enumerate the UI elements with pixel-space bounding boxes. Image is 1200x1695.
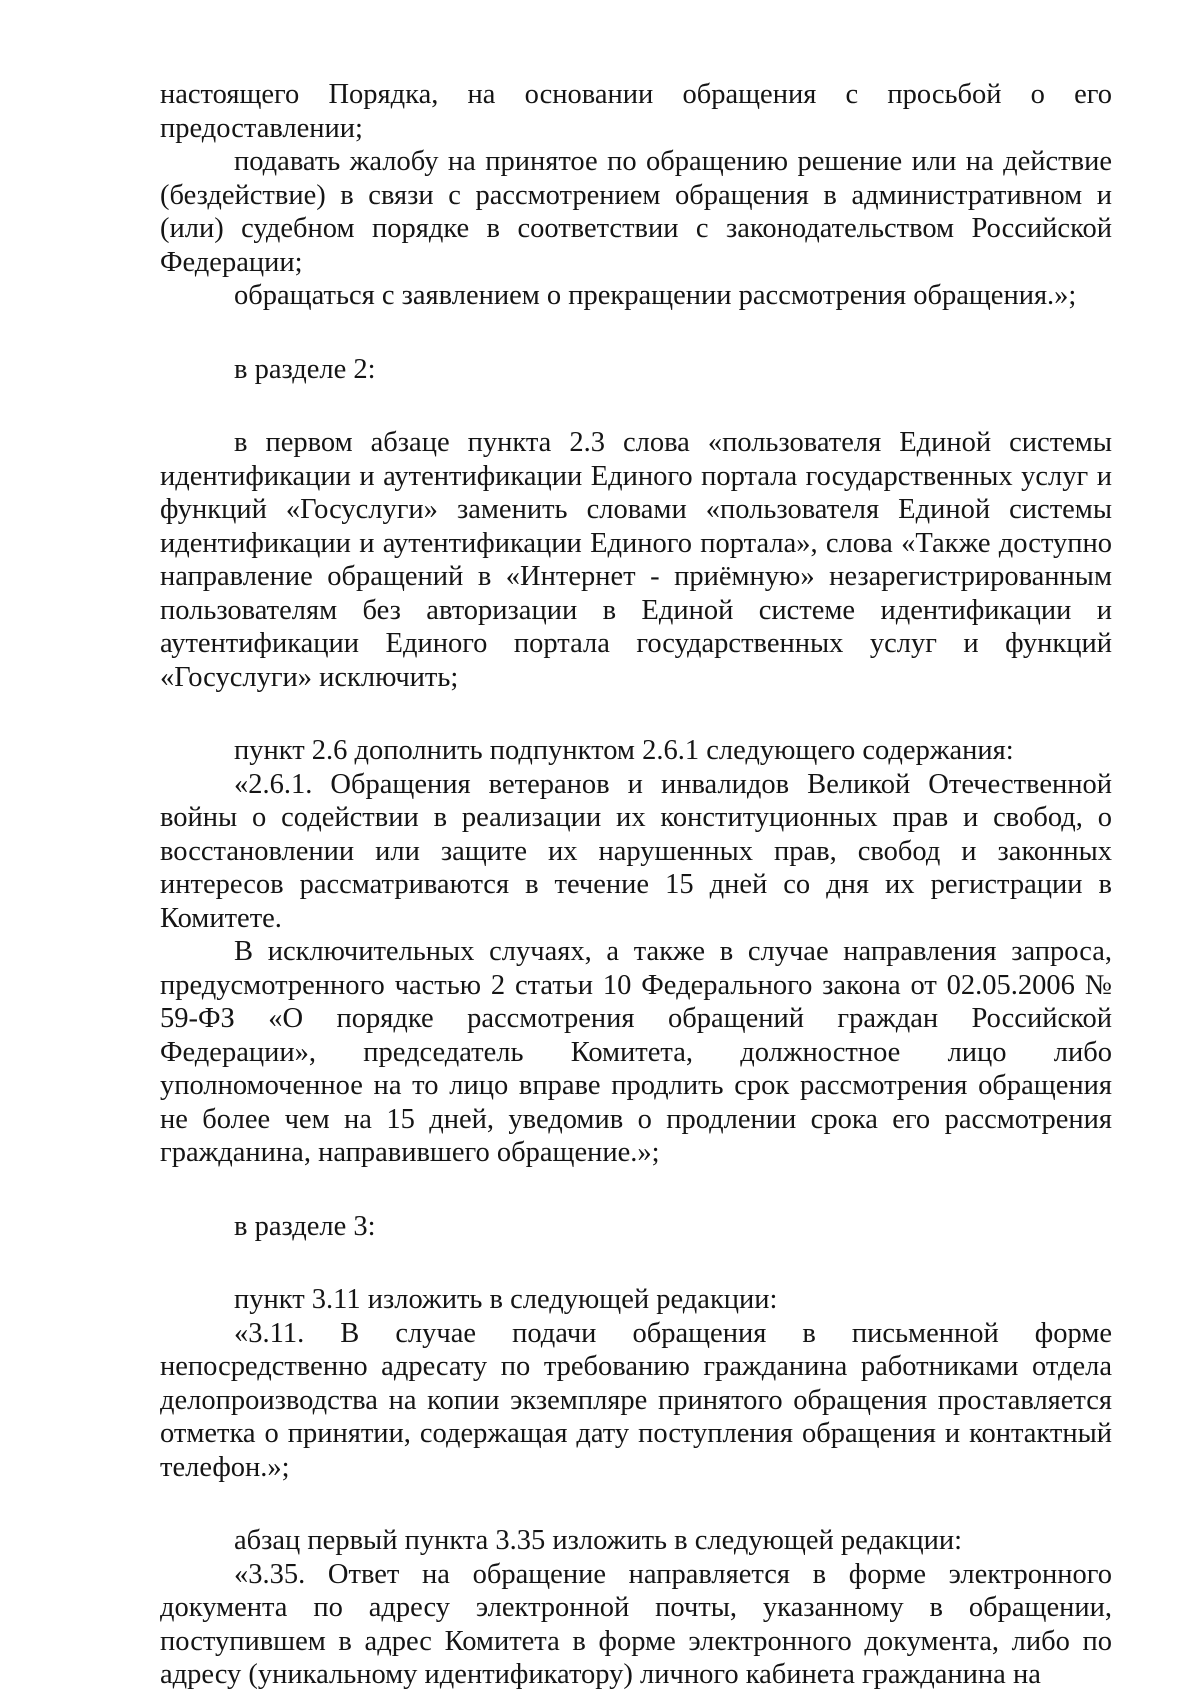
paragraph-exceptional-cases: В исключительных случаях, а также в случае направления запроса, предусмотренного частью 2 статьи 10 Федерального закона от 02.05.2006 № 59-ФЗ «О порядке рассмотрения обращений граждан Российской Федерации», председатель Комитета, должностное лицо либо уполномоченное на то лицо вправе продлить срок рассмотрения обращения не более чем на 15 дней, уведомив о продлении срока его рассмотрения гражданина, направившего обращение.»; — [160, 936, 1112, 1168]
paragraph-2: подавать жалобу на принятое по обращению решение или на действие (бездействие) в связи с рассмотрением обращения в административном и (или) судебном порядке в соответствии с законодательством Российской Федерации; — [160, 146, 1112, 278]
paragraph-3: обращаться с заявлением о прекращении рассмотрения обращения.»; — [234, 280, 1077, 311]
paragraph-item-2-6-1: «2.6.1. Обращения ветеранов и инвалидов Великой Отечественной войны о содействии в реализации их конституционных прав и свобод, о восстановлении или защите их нарушенных прав, свобод и законных интересов рассматриваются в течение 15 дней со дня их регистрации в Комитете. — [160, 768, 1112, 934]
paragraph-1: настоящего Порядка, на основании обращения с просьбой о его предоставлении; — [160, 79, 1112, 144]
paragraph-item-2-3: в первом абзаце пункта 2.3 слова «пользователя Единой системы идентификации и аутентификации Единого портала государственных услуг и функций «Госуслуги» заменить словами «пользователя Единой системы идентификации и аутентификации Единого портала», слова «Также доступно направление обращений в «Интернет - приёмную» незарегистрированным пользователям без авторизации в Единой системе идентификации и аутентификации Единого портала государственных услуг и функций «Госуслуги» исключить; — [160, 427, 1112, 693]
paragraph-item-3-11: пункт 3.11 изложить в следующей редакции: — [234, 1284, 778, 1315]
section-3-heading: в разделе 3: — [234, 1210, 376, 1242]
paragraph-item-3-35-text: «3.35. Ответ на обращение направляется в форме электронного документа по адресу электронной почты, указанному в обращении, поступившем в адрес Комитета в форме электронного документа, либо по адресу (уникальному идентификатору) личного кабинета гражданина на — [160, 1558, 1112, 1690]
section-2-heading: в разделе 2: — [234, 353, 376, 385]
document-body — [160, 78, 1112, 1692]
paragraph-item-3-11-text: «3.11. В случае подачи обращения в письменной форме непосредственно адресату по требованию гражданина работниками отдела делопроизводства на копии экземпляре принятого обращения проставляется отметка о принятии, содержащая дату поступления обращения и контактный телефон.»; — [160, 1317, 1112, 1483]
paragraph-item-3-35: абзац первый пункта 3.35 изложить в следующей редакции: — [234, 1525, 963, 1556]
paragraph-item-2-6: пункт 2.6 дополнить подпунктом 2.6.1 следующего содержания: — [234, 735, 1014, 766]
